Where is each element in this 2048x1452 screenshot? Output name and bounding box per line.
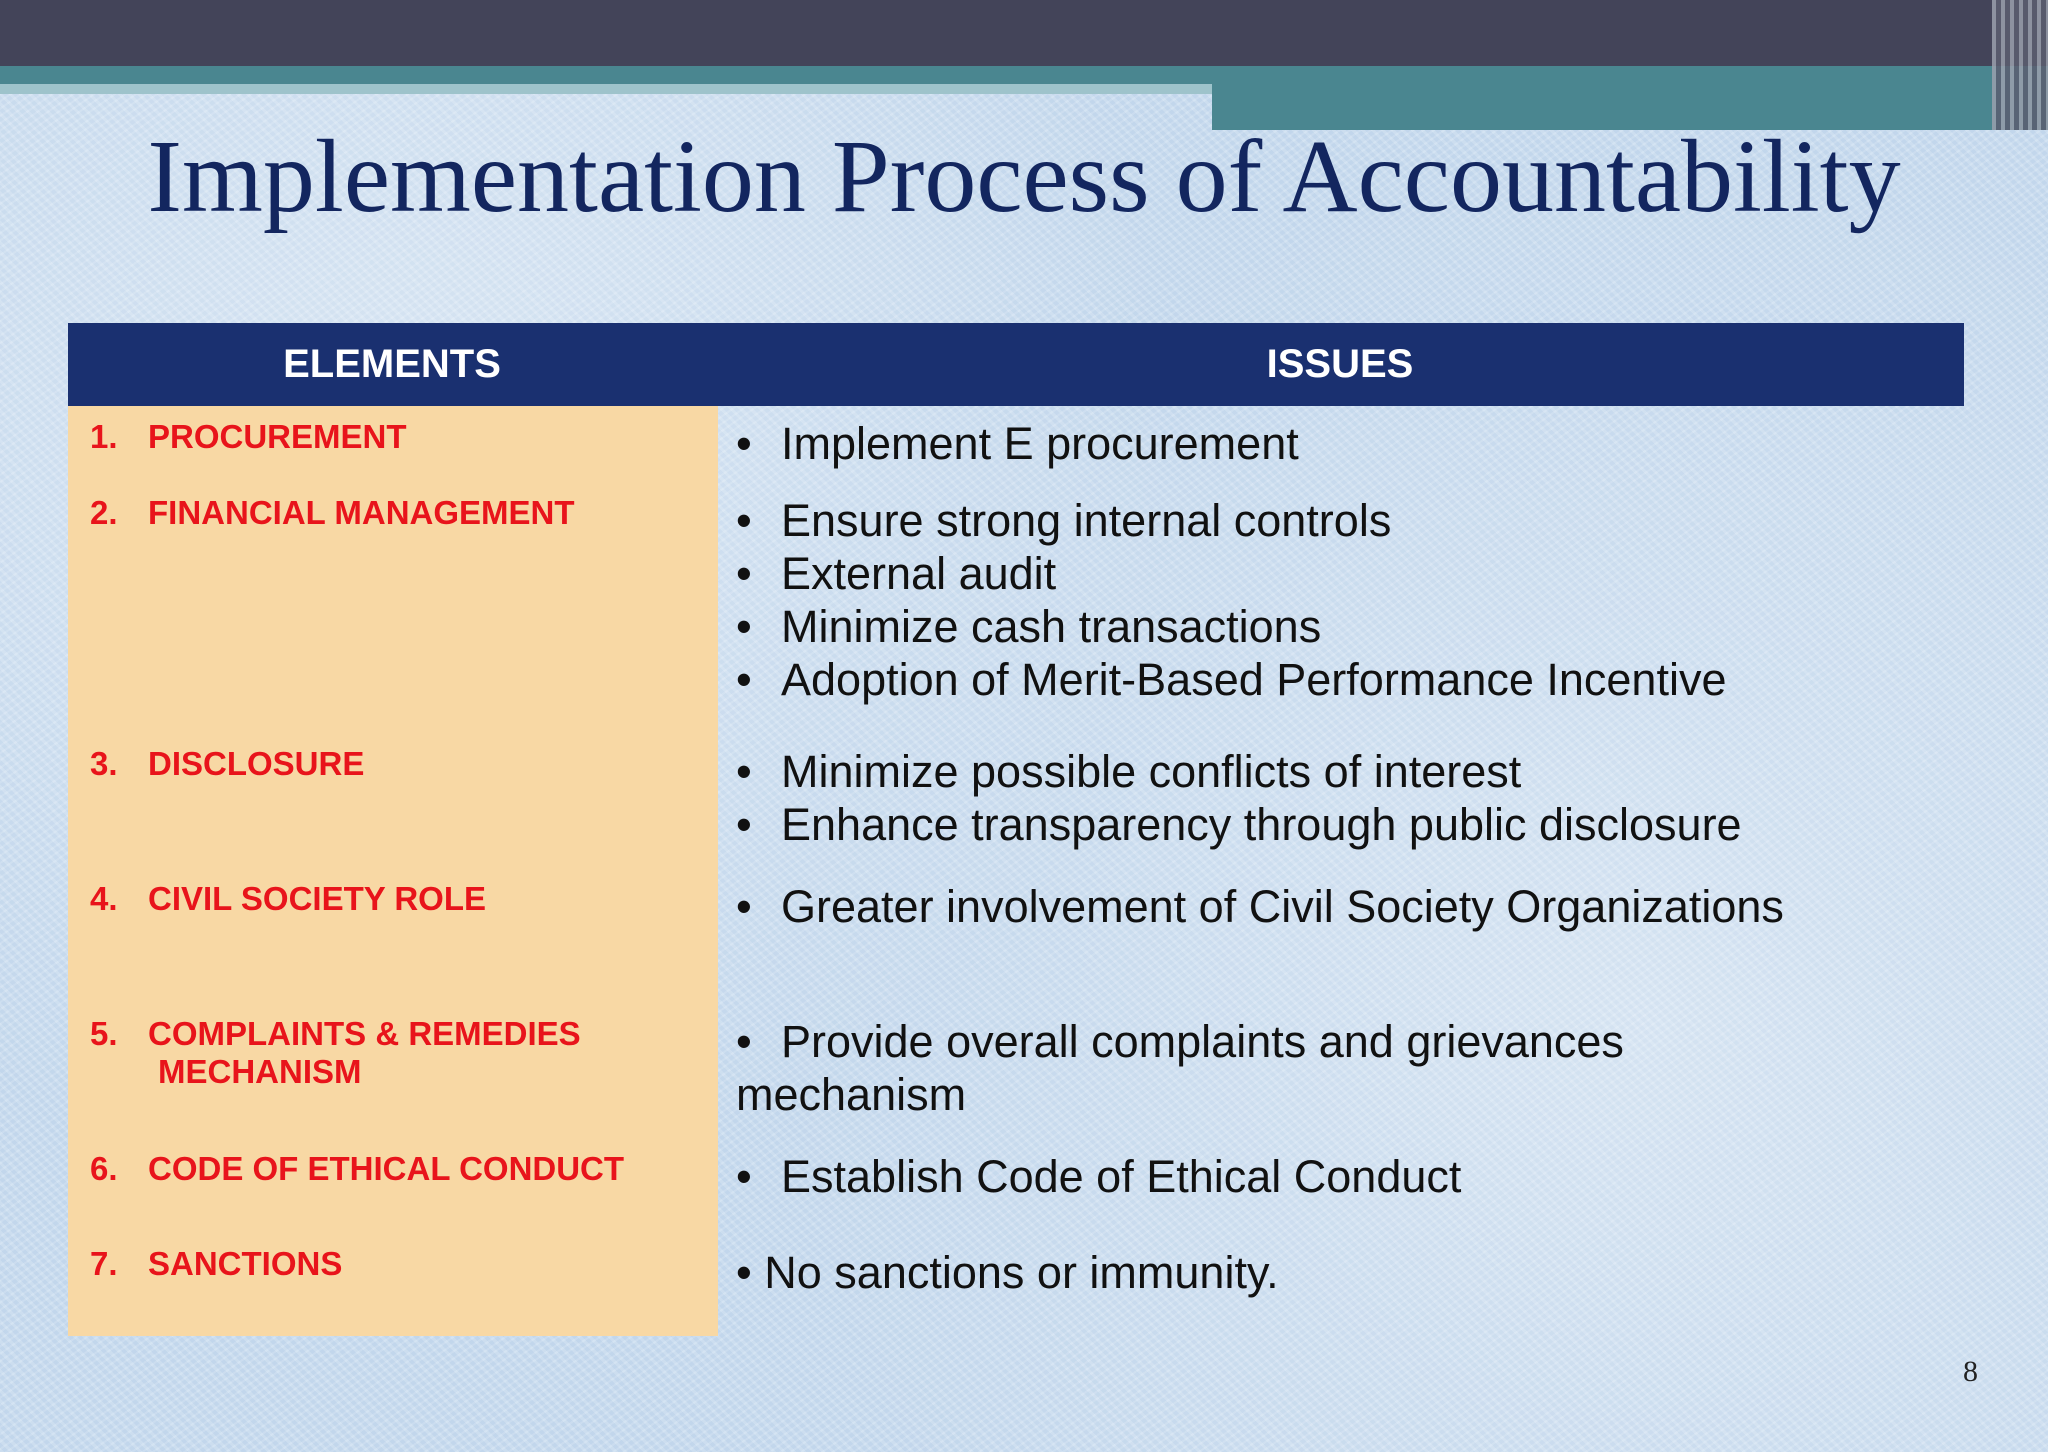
bullet-icon: • [736,799,752,850]
page-number: 8 [1963,1355,1978,1388]
bullet-icon: • [736,1247,752,1298]
issue-item [736,1150,1461,1203]
issue-item [736,745,1521,798]
element-number: 3. [90,745,118,782]
issue-item [736,1246,1279,1299]
issue-text: Minimize cash transactions [781,601,1322,652]
element-item [90,745,364,783]
element-label: CODE OF ETHICAL CONDUCT [148,1150,625,1187]
element-number: 6. [90,1150,118,1187]
issue-text: Minimize possible conflicts of interest [781,746,1522,797]
bullet-icon: • [736,654,752,705]
element-label: SANCTIONS [148,1245,343,1282]
issue-item [736,653,1726,706]
bullet-icon: • [736,601,752,652]
element-item [90,1015,581,1091]
bullet-icon: • [736,1151,752,1202]
element-item [90,880,486,918]
issue-text: Implement E procurement [781,418,1299,469]
bullet-icon: • [736,495,752,546]
issue-text: Establish Code of Ethical Conduct [781,1151,1462,1202]
accent-band-light [0,84,1212,94]
issue-text: Greater involvement of Civil Society Organizations [781,881,1784,932]
bullet-icon: • [736,881,752,932]
issue-text: External audit [781,548,1057,599]
issue-text: Adoption of Merit-Based Performance Incentive [781,654,1727,705]
bullet-icon: • [736,548,752,599]
issue-item [736,798,1742,851]
top-bar [0,0,2048,66]
element-label: PROCUREMENT [148,418,407,455]
issue-text: No sanctions or immunity. [764,1247,1279,1298]
issue-text: Provide overall complaints and grievances [781,1016,1624,1067]
issue-text: Enhance transparency through public disclosure [781,799,1742,850]
slide-title: Implementation Process of Accountability [147,119,1901,234]
element-label: COMPLAINTS & REMEDIES [148,1015,581,1052]
issue-item [736,600,1321,653]
bullet-icon: • [736,418,752,469]
edge-stripes [1992,0,2048,130]
element-label: FINANCIAL MANAGEMENT [148,494,575,531]
element-number: 7. [90,1245,118,1282]
elements-column [68,406,718,1336]
header-elements: ELEMENTS [283,342,501,386]
issue-item [736,417,1299,470]
bullet-icon: • [736,1016,752,1067]
element-item [90,418,407,456]
element-number: 2. [90,494,118,531]
element-label: CIVIL SOCIETY ROLE [148,880,487,917]
issue-text: Ensure strong internal controls [781,495,1392,546]
issue-item [736,494,1391,547]
element-number: 5. [90,1015,118,1052]
element-number: 1. [90,418,118,455]
element-label: DISCLOSURE [148,745,365,782]
element-label-continued: MECHANISM [158,1053,362,1090]
issue-item [736,547,1056,600]
issue-item [736,1015,1624,1068]
issue-text-continued: mechanism [736,1069,967,1120]
element-item [90,494,575,532]
bullet-icon: • [736,746,752,797]
issue-item [736,880,1784,933]
header-issues: ISSUES [1266,342,1414,386]
element-item [90,1150,624,1188]
table-header [68,323,1964,406]
element-item [90,1245,342,1283]
element-number: 4. [90,880,118,917]
